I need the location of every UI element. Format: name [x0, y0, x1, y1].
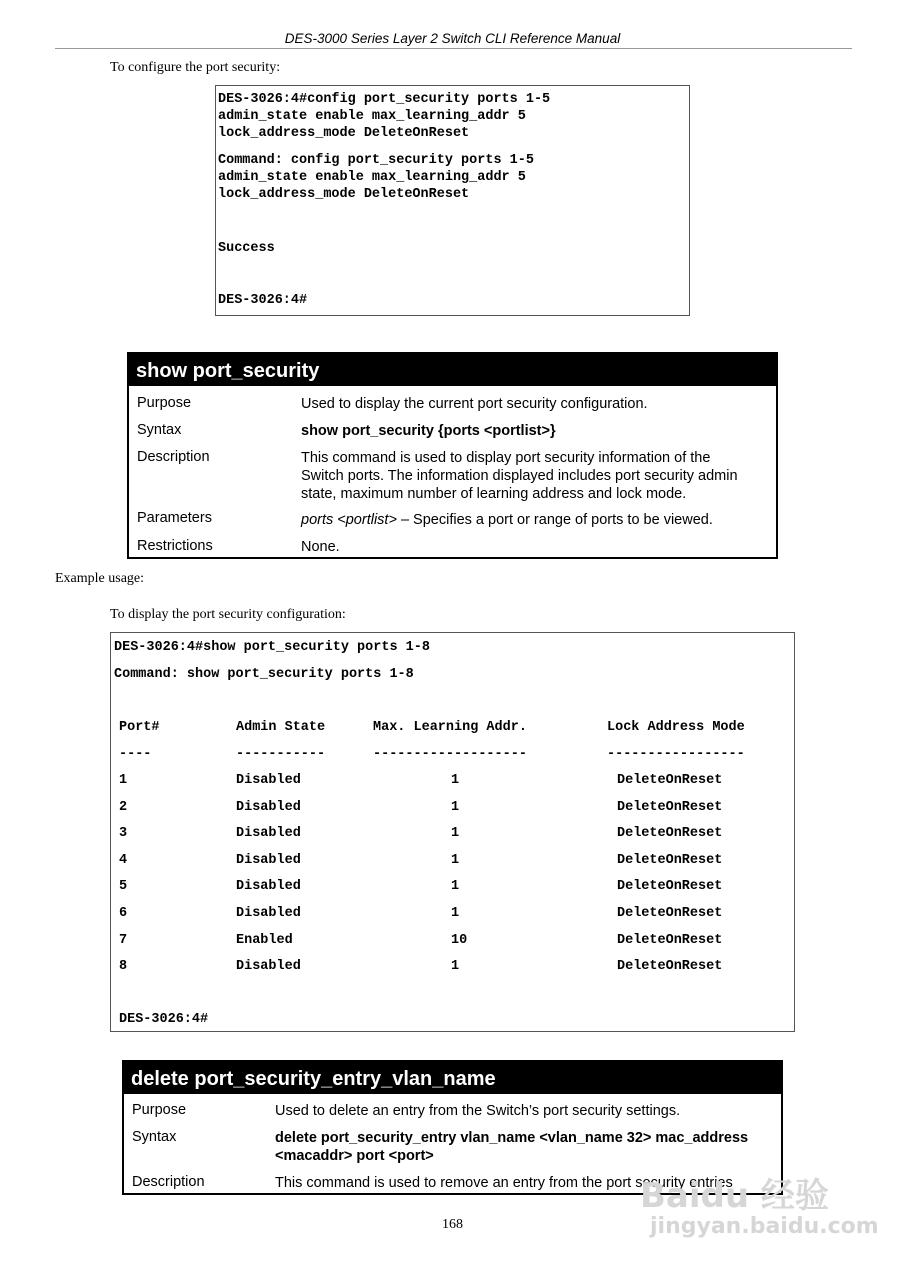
admin-state-cell: Disabled	[236, 959, 301, 974]
column-header: Admin State	[236, 720, 326, 735]
header-underline: ----	[119, 747, 152, 762]
code-line: Command: config port_security ports 1-5	[218, 153, 534, 168]
code-line: admin_state enable max_learning_addr 5	[218, 109, 526, 124]
lock-mode-cell: DeleteOnReset	[617, 826, 723, 841]
page-header-title: DES-3000 Series Layer 2 Switch CLI Reference Manual	[284, 31, 621, 46]
code-block-show	[110, 632, 795, 1032]
max-learning-cell: 1	[451, 773, 460, 788]
row-value-description: This command is used to remove an entry from the port security entries	[275, 1175, 733, 1191]
code-line: lock_address_mode DeleteOnReset	[218, 126, 470, 141]
max-learning-cell: 1	[451, 853, 460, 868]
example-usage-label: Example usage:	[55, 571, 145, 586]
description-line: state, maximum number of learning address and lock mode.	[301, 486, 687, 502]
parameter-description: – Specifies a port or range of ports to be viewed.	[396, 512, 713, 528]
code-line: DES-3026:4#show port_security ports 1-8	[114, 640, 430, 655]
row-value-purpose: Used to delete an entry from the Switch’s port security settings.	[275, 1103, 681, 1119]
header-underline: -----------	[236, 747, 326, 762]
row-value-syntax	[275, 1129, 748, 1165]
max-learning-cell: 1	[451, 826, 460, 841]
code-line: lock_address_mode DeleteOnReset	[218, 187, 470, 202]
row-label-description: Description	[132, 1174, 205, 1190]
lock-mode-cell: DeleteOnReset	[617, 800, 723, 815]
description-line: This command is used to display port security information of the	[301, 450, 711, 466]
watermark-brand: Baidu 经验	[640, 1176, 829, 1216]
code-block-config	[215, 85, 690, 316]
column-header: Lock Address Mode	[607, 720, 745, 735]
port-cell: 2	[119, 800, 128, 815]
port-cell: 8	[119, 959, 128, 974]
row-label-purpose: Purpose	[132, 1102, 187, 1118]
column-header: Port#	[119, 720, 160, 735]
code-line: Success	[218, 241, 275, 256]
admin-state-cell: Disabled	[236, 879, 301, 894]
parameter-name: ports <portlist>	[301, 512, 397, 528]
command-title: show port_security	[129, 354, 776, 386]
port-cell: 5	[119, 879, 128, 894]
row-value-syntax: show port_security {ports <portlist>}	[301, 423, 556, 439]
lock-mode-cell: DeleteOnReset	[617, 933, 723, 948]
description-line: Switch ports. The information displayed includes port security admin	[301, 468, 738, 484]
admin-state-cell: Disabled	[236, 773, 301, 788]
row-label-syntax: Syntax	[132, 1129, 177, 1145]
code-line: Command: show port_security ports 1-8	[114, 667, 414, 682]
max-learning-cell: 1	[451, 800, 460, 815]
code-line: admin_state enable max_learning_addr 5	[218, 170, 526, 185]
row-value-parameters	[301, 511, 713, 529]
header-underline: -----------------	[607, 747, 745, 762]
admin-state-cell: Disabled	[236, 906, 301, 921]
code-line: DES-3026:4#config port_security ports 1-5	[218, 92, 551, 107]
row-label-restrictions: Restrictions	[137, 538, 213, 554]
lock-mode-cell: DeleteOnReset	[617, 853, 723, 868]
lock-mode-cell: DeleteOnReset	[617, 879, 723, 894]
header-rule	[55, 48, 852, 49]
intro-text-configure: To configure the port security:	[110, 60, 281, 75]
port-cell: 3	[119, 826, 128, 841]
lock-mode-cell: DeleteOnReset	[617, 906, 723, 921]
header-underline: -------------------	[373, 747, 527, 762]
row-value-description	[301, 449, 738, 503]
syntax-line: <macaddr> port <port>	[275, 1148, 434, 1164]
row-label-description: Description	[137, 449, 210, 465]
port-cell: 6	[119, 906, 128, 921]
watermark-url: jingyan.baidu.com	[650, 1214, 879, 1239]
command-title: delete port_security_entry_vlan_name	[124, 1062, 781, 1094]
row-value-purpose: Used to display the current port security configuration.	[301, 396, 648, 412]
row-label-parameters: Parameters	[137, 510, 212, 526]
port-cell: 4	[119, 853, 128, 868]
column-header: Max. Learning Addr.	[373, 720, 527, 735]
command-table-show-port-security	[127, 352, 778, 559]
max-learning-cell: 1	[451, 906, 460, 921]
admin-state-cell: Disabled	[236, 800, 301, 815]
syntax-line: delete port_security_entry vlan_name <vlan_name 32> mac_address	[275, 1130, 749, 1146]
row-label-purpose: Purpose	[137, 395, 192, 411]
max-learning-cell: 1	[451, 959, 460, 974]
max-learning-cell: 10	[451, 933, 468, 948]
admin-state-cell: Disabled	[236, 853, 301, 868]
page-number: 168	[442, 1217, 463, 1232]
admin-state-cell: Disabled	[236, 826, 301, 841]
intro-text-display: To display the port security configuration:	[110, 607, 346, 622]
admin-state-cell: Enabled	[236, 933, 293, 948]
lock-mode-cell: DeleteOnReset	[617, 773, 723, 788]
row-label-syntax: Syntax	[137, 422, 182, 438]
row-value-restrictions: None.	[301, 539, 340, 555]
code-line: DES-3026:4#	[119, 1012, 209, 1027]
code-line: DES-3026:4#	[218, 293, 308, 308]
port-cell: 7	[119, 933, 128, 948]
port-cell: 1	[119, 773, 128, 788]
lock-mode-cell: DeleteOnReset	[617, 959, 723, 974]
max-learning-cell: 1	[451, 879, 460, 894]
